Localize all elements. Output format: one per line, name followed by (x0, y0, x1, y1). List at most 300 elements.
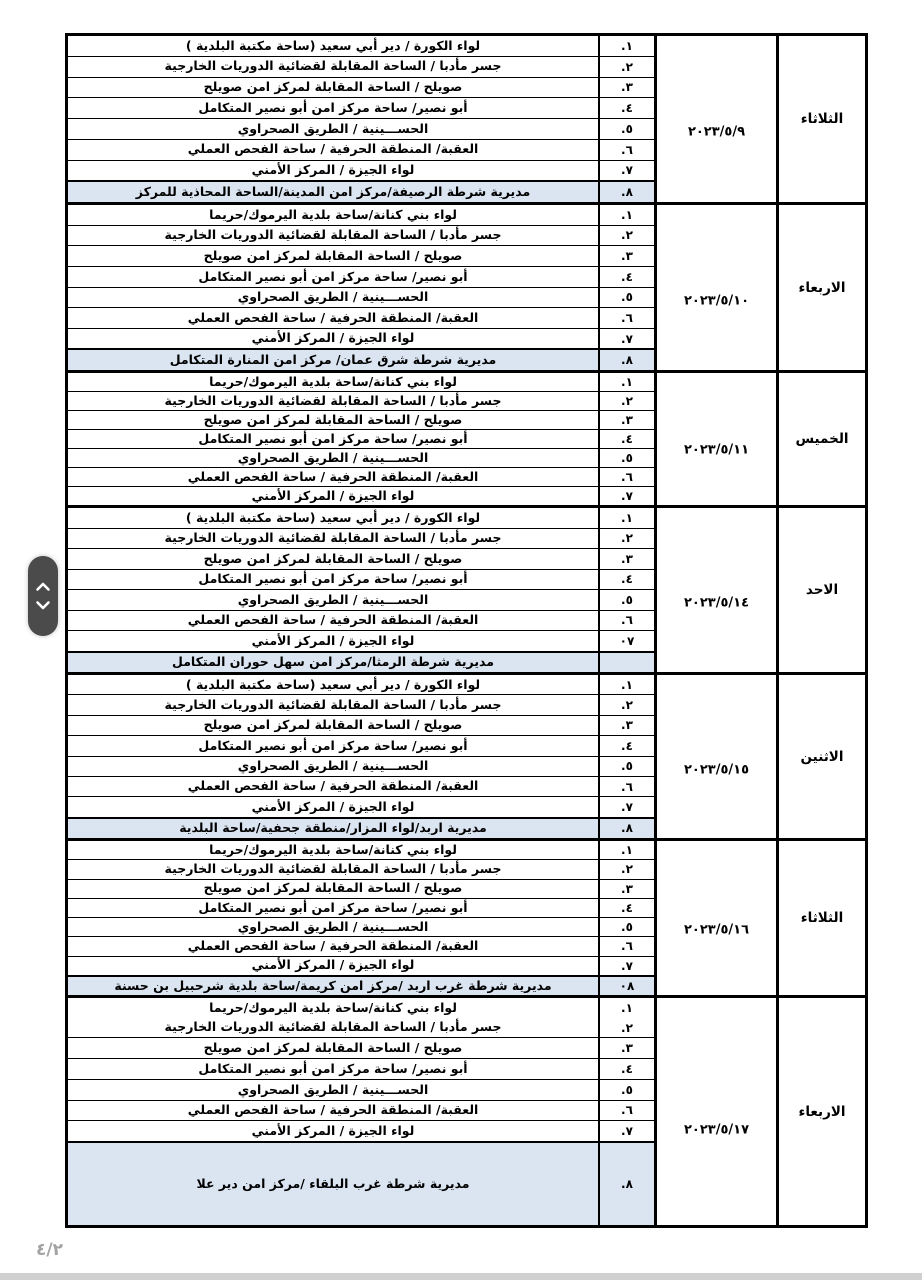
location-label: الحســـينية / الطريق الصحراوي (237, 449, 429, 465)
row-number: .٧ (621, 1124, 633, 1139)
location-cell (68, 392, 598, 410)
row-number: .١ (621, 510, 633, 525)
row-number-cell (598, 777, 654, 796)
row-number-cell (598, 695, 654, 714)
location-label: الحســـينية / الطريق الصحراوي (237, 1081, 429, 1097)
location-cell (68, 140, 598, 160)
schedule-row (68, 918, 654, 937)
row-number-cell (598, 98, 654, 118)
schedule-row (68, 36, 654, 57)
row-number-cell (598, 977, 654, 995)
location-label: لواء الجيزة / المركز الأمني (251, 798, 415, 814)
rows-area (68, 36, 654, 202)
row-number-cell (598, 797, 654, 816)
location-cell (68, 777, 598, 796)
location-label: لواء الكورة / دير أبي سعيد (ساحة مكتبة البلدية ) (185, 509, 481, 525)
row-number: .٣ (621, 718, 633, 733)
location-cell (68, 977, 598, 995)
location-cell (68, 161, 598, 181)
row-number: .٦ (621, 142, 633, 157)
date-label: ٢٠٢٣/٥/١٠ (683, 293, 750, 309)
location-label: الحســـينية / الطريق الصحراوي (237, 120, 429, 136)
row-number-cell (598, 205, 654, 225)
location-label: أبو نصير/ ساحة مركز امن أبو نصير المتكامل (198, 268, 468, 284)
row-number-cell (598, 1018, 654, 1038)
location-cell (68, 590, 598, 610)
location-label: لواء بني كنانة/ساحة بلدية اليرموك/حريما (209, 373, 457, 389)
location-cell (68, 288, 598, 308)
location-cell (68, 653, 598, 673)
location-label: الحســـينية / الطريق الصحراوي (237, 289, 429, 305)
highlight-row (68, 349, 654, 370)
schedule-row (68, 140, 654, 161)
row-number-cell (598, 757, 654, 776)
chevron-up-icon (35, 581, 51, 592)
rows-area (68, 205, 654, 370)
highlight-row (68, 818, 654, 838)
row-number: .٢ (621, 394, 633, 408)
row-number: .١ (621, 38, 633, 53)
row-number-cell (598, 880, 654, 898)
location-cell (68, 508, 598, 528)
row-number-cell (598, 1101, 654, 1121)
row-number-cell (598, 716, 654, 735)
location-cell (68, 246, 598, 266)
schedule-row (68, 1059, 654, 1080)
row-number: .٣ (621, 551, 633, 566)
date-label: ٢٠٢٣/٥/٩ (687, 124, 746, 140)
location-cell (68, 957, 598, 975)
location-cell (68, 631, 598, 651)
row-number: .٢ (621, 59, 633, 74)
schedule-row (68, 529, 654, 550)
row-number-cell (598, 246, 654, 266)
location-cell (68, 1080, 598, 1100)
schedule-row (68, 98, 654, 119)
row-number: .٥ (621, 451, 633, 465)
row-number: .٣ (621, 1041, 633, 1056)
location-label: صويلح / الساحة المقابلة لمركز امن صويلح (203, 247, 463, 263)
row-number: ٠٧ (619, 633, 635, 648)
location-cell (68, 918, 598, 936)
schedule-row (68, 487, 654, 505)
location-cell (68, 1101, 598, 1121)
schedule-row (68, 695, 654, 715)
row-number: .١ (621, 1000, 633, 1015)
location-label: لواء الكورة / دير أبي سعيد (ساحة مكتبة البلدية ) (185, 676, 481, 692)
location-cell (68, 205, 598, 225)
row-number: .١ (621, 677, 633, 692)
day-cell (776, 675, 865, 838)
row-number-cell (598, 308, 654, 328)
page-indicator: ٤/٢ (36, 1240, 63, 1260)
schedule-row (68, 716, 654, 736)
location-label: لواء الكورة / دير أبي سعيد (ساحة مكتبة البلدية ) (185, 37, 481, 53)
location-cell (68, 716, 598, 735)
location-label: لواء الجيزة / المركز الأمني (251, 632, 415, 648)
row-number-cell (598, 226, 654, 246)
row-number: .٢ (621, 698, 633, 713)
schedule-table (65, 33, 868, 1228)
location-cell (68, 695, 598, 714)
location-label: لواء بني كنانة/ساحة بلدية اليرموك/حريما (209, 841, 457, 857)
date-label: ٢٠٢٣/٥/١١ (683, 442, 750, 458)
location-label: العقبة/ المنطقة الحرفية / ساحة الفحص العملي (187, 468, 479, 484)
schedule-row (68, 308, 654, 329)
location-label: أبو نصير/ ساحة مركز امن أبو نصير المتكامل (198, 737, 468, 753)
date-label: ٢٠٢٣/٥/١٥ (683, 762, 750, 778)
day-label: الثلاثاء (800, 910, 844, 926)
location-label: أبو نصير/ ساحة مركز امن أبو نصير المتكامل (198, 571, 468, 587)
row-number-cell (598, 78, 654, 98)
schedule-row (68, 267, 654, 288)
date-label: ٢٠٢٣/٥/١٤ (683, 595, 750, 611)
row-number: .٦ (621, 470, 633, 484)
location-cell (68, 880, 598, 898)
location-label: العقبة/ المنطقة الحرفية / ساحة الفحص العملي (187, 612, 479, 628)
row-number-cell (598, 998, 654, 1018)
schedule-row (68, 880, 654, 899)
highlight-row (68, 652, 654, 673)
day-block (68, 205, 865, 373)
row-number-cell (598, 1143, 654, 1225)
rows-area (68, 675, 654, 838)
location-label: لواء بني كنانة/ساحة بلدية اليرموك/حريما (209, 999, 457, 1015)
location-label: العقبة/ المنطقة الحرفية / ساحة الفحص العملي (187, 938, 479, 954)
row-number-cell (598, 918, 654, 936)
row-number: .٨ (621, 353, 633, 368)
location-cell (68, 757, 598, 776)
chevron-down-icon (35, 600, 51, 611)
location-cell (68, 937, 598, 955)
row-number-cell (598, 36, 654, 56)
location-label: مديرية شرطة الرمثا/مركز امن سهل حوران المتكامل (172, 654, 494, 670)
row-number-cell (598, 350, 654, 370)
day-cell (776, 373, 865, 505)
highlight-row (68, 181, 654, 202)
row-number-cell (598, 508, 654, 528)
location-cell (68, 350, 598, 370)
schedule-row (68, 957, 654, 976)
schedule-row (68, 468, 654, 487)
location-label: صويلح / الساحة المقابلة لمركز امن صويلح (203, 717, 463, 733)
schedule-row (68, 899, 654, 918)
location-label: لواء الجيزة / المركز الأمني (251, 330, 415, 346)
row-number: .٤ (621, 1062, 633, 1077)
row-number-cell (598, 590, 654, 610)
schedule-row (68, 226, 654, 247)
location-label: لواء الجيزة / المركز الأمني (251, 162, 415, 178)
row-number: .٧ (621, 489, 633, 503)
row-number-cell (598, 449, 654, 467)
schedule-row (68, 570, 654, 591)
location-cell (68, 675, 598, 694)
row-number-cell (598, 267, 654, 287)
location-cell (68, 611, 598, 631)
location-cell (68, 1038, 598, 1058)
location-label: لواء الجيزة / المركز الأمني (251, 1122, 415, 1138)
row-number: .٥ (621, 592, 633, 607)
location-cell (68, 549, 598, 569)
row-number-cell (598, 570, 654, 590)
location-label: لواء الجيزة / المركز الأمني (251, 957, 415, 973)
location-cell (68, 1143, 598, 1225)
day-block (68, 373, 865, 508)
location-cell (68, 119, 598, 139)
date-label: ٢٠٢٣/٥/١٦ (683, 922, 750, 938)
schedule-row (68, 430, 654, 449)
location-cell (68, 797, 598, 816)
row-number: .٦ (621, 1103, 633, 1118)
location-label: مديرية اربد/لواء المزار/منطقة جحفية/ساحة البلدية (179, 820, 487, 836)
row-number-cell (598, 899, 654, 917)
schedule-row (68, 611, 654, 632)
row-number-cell (598, 487, 654, 505)
schedule-row (68, 1038, 654, 1059)
location-cell (68, 267, 598, 287)
location-label: جسر مأدبا / الساحة المقابلة لقضائية الدوريات الخارجية (164, 696, 502, 712)
location-cell (68, 411, 598, 429)
row-number-cell (598, 288, 654, 308)
location-label: جسر مأدبا / الساحة المقابلة لقضائية الدوريات الخارجية (164, 861, 502, 877)
schedule-row (68, 246, 654, 267)
schedule-row (68, 590, 654, 611)
day-label: الاربعاء (798, 1103, 846, 1120)
row-number: .٧ (621, 163, 633, 178)
row-number-cell (598, 182, 654, 202)
row-number: .٧ (621, 958, 633, 973)
row-number-cell (598, 392, 654, 410)
schedule-row (68, 57, 654, 78)
row-number-cell (598, 675, 654, 694)
row-number-cell (598, 57, 654, 77)
row-number-cell (598, 841, 654, 859)
rows-area (68, 841, 654, 995)
schedule-row (68, 449, 654, 468)
rows-area (68, 373, 654, 505)
row-number: .٦ (621, 779, 633, 794)
schedule-row (68, 777, 654, 797)
schedule-row (68, 508, 654, 529)
row-number: .٤ (621, 900, 633, 915)
location-label: أبو نصير/ ساحة مركز امن أبو نصير المتكامل (198, 99, 468, 115)
schedule-row (68, 161, 654, 182)
location-label: أبو نصير/ ساحة مركز امن أبو نصير المتكامل (198, 899, 468, 915)
row-number-cell (598, 957, 654, 975)
row-number: .٨ (621, 821, 633, 836)
page-bottom-edge (0, 1273, 922, 1280)
schedule-row (68, 1121, 654, 1142)
row-number-cell (598, 1059, 654, 1079)
location-cell (68, 860, 598, 878)
row-number: .٥ (621, 759, 633, 774)
schedule-row (68, 549, 654, 570)
schedule-row (68, 392, 654, 411)
row-number: .٦ (621, 310, 633, 325)
row-number: .٤ (621, 572, 633, 587)
day-block (68, 508, 865, 675)
date-cell (654, 508, 776, 672)
location-label: العقبة/ المنطقة الحرفية / ساحة الفحص العملي (187, 309, 479, 325)
location-label: الحســـينية / الطريق الصحراوي (237, 591, 429, 607)
schedule-row (68, 1018, 654, 1039)
schedule-row (68, 937, 654, 956)
row-number: .٥ (621, 1082, 633, 1097)
schedule-row (68, 860, 654, 879)
scroll-up-button[interactable] (33, 579, 53, 594)
location-label: جسر مأدبا / الساحة المقابلة لقضائية الدوريات الخارجية (164, 530, 502, 546)
row-number-cell (598, 430, 654, 448)
row-number-cell (598, 653, 654, 673)
schedule-row (68, 675, 654, 695)
row-number: .٢ (621, 228, 633, 243)
location-cell (68, 449, 598, 467)
row-number: .١ (621, 843, 633, 858)
location-label: صويلح / الساحة المقابلة لمركز امن صويلح (203, 550, 463, 566)
schedule-row (68, 757, 654, 777)
day-block (68, 675, 865, 841)
row-number: .١ (621, 375, 633, 389)
location-label: العقبة/ المنطقة الحرفية / ساحة الفحص العملي (187, 1102, 479, 1118)
location-cell (68, 529, 598, 549)
location-label: أبو نصير/ ساحة مركز امن أبو نصير المتكامل (198, 1060, 468, 1076)
location-label: العقبة/ المنطقة الحرفية / ساحة الفحص العملي (187, 778, 479, 794)
schedule-row (68, 631, 654, 652)
row-number: .٧ (621, 799, 633, 814)
day-cell (776, 205, 865, 370)
schedule-row (68, 205, 654, 226)
location-cell (68, 468, 598, 486)
row-number: .٤ (621, 432, 633, 446)
location-label: جسر مأدبا / الساحة المقابلة لقضائية الدوريات الخارجية (164, 58, 502, 74)
day-block (68, 998, 865, 1225)
row-number-cell (598, 1038, 654, 1058)
day-block (68, 36, 865, 205)
location-label: جسر مأدبا / الساحة المقابلة لقضائية الدوريات الخارجية (164, 392, 502, 408)
row-number-cell (598, 411, 654, 429)
location-cell (68, 36, 598, 56)
location-cell (68, 1059, 598, 1079)
schedule-row (68, 797, 654, 817)
row-number-cell (598, 631, 654, 651)
date-cell (654, 205, 776, 370)
location-label: جسر مأدبا / الساحة المقابلة لقضائية الدوريات الخارجية (164, 227, 502, 243)
row-number: ٠٨ (619, 978, 635, 993)
schedule-row (68, 78, 654, 99)
location-label: صويلح / الساحة المقابلة لمركز امن صويلح (203, 880, 463, 896)
location-cell (68, 570, 598, 590)
location-label: لواء بني كنانة/ساحة بلدية اليرموك/حريما (209, 206, 457, 222)
location-cell (68, 329, 598, 349)
row-number: .٢ (621, 1020, 633, 1035)
row-number-cell (598, 611, 654, 631)
location-label: الحســـينية / الطريق الصحراوي (237, 758, 429, 773)
location-cell (68, 998, 598, 1018)
schedule-row (68, 329, 654, 350)
location-cell (68, 308, 598, 328)
row-number-cell (598, 860, 654, 878)
location-cell (68, 57, 598, 77)
location-cell (68, 1121, 598, 1141)
row-number: .٦ (621, 613, 633, 628)
row-number: .٤ (621, 738, 633, 753)
location-cell (68, 430, 598, 448)
row-number-cell (598, 119, 654, 139)
location-cell (68, 819, 598, 838)
row-number: .٦ (621, 939, 633, 954)
schedule-row (68, 119, 654, 140)
rows-area (68, 508, 654, 672)
row-number: .٣ (621, 413, 633, 427)
scroll-control (28, 556, 58, 636)
row-number: .٨ (621, 1177, 633, 1192)
row-number-cell (598, 1080, 654, 1100)
date-cell (654, 373, 776, 505)
day-cell (776, 998, 865, 1225)
location-label: مديرية شرطة شرق عمان/ مركز امن المنارة المتكامل (169, 352, 497, 367)
location-label: مديرية شرطة الرصيفة/مركز امن المدينة/الساحة المحاذية للمركز (135, 183, 531, 199)
row-number-cell (598, 161, 654, 181)
date-cell (654, 36, 776, 202)
row-number: .٥ (621, 920, 633, 935)
row-number-cell (598, 937, 654, 955)
location-label: الحســـينية / الطريق الصحراوي (237, 918, 429, 934)
location-cell (68, 98, 598, 118)
location-cell (68, 736, 598, 755)
row-number-cell (598, 329, 654, 349)
date-cell (654, 998, 776, 1225)
schedule-row (68, 1101, 654, 1122)
location-label: صويلح / الساحة المقابلة لمركز امن صويلح (203, 79, 463, 95)
row-number-cell (598, 468, 654, 486)
day-label: الاربعاء (798, 279, 846, 296)
location-cell (68, 487, 598, 505)
row-number: .٢ (621, 531, 633, 546)
date-cell (654, 841, 776, 995)
scroll-down-button[interactable] (33, 598, 53, 613)
location-cell (68, 1018, 598, 1038)
row-number: .٣ (621, 881, 633, 896)
location-label: صويلح / الساحة المقابلة لمركز امن صويلح (203, 411, 463, 427)
day-label: الخميس (795, 431, 849, 447)
date-label: ٢٠٢٣/٥/١٧ (683, 1122, 750, 1138)
location-cell (68, 182, 598, 202)
location-label: جسر مأدبا / الساحة المقابلة لقضائية الدوريات الخارجية (164, 1019, 502, 1035)
location-cell (68, 899, 598, 917)
schedule-row (68, 998, 654, 1018)
highlight-row (68, 976, 654, 995)
day-label: الاحد (805, 582, 839, 598)
date-cell (654, 675, 776, 838)
row-number: .٥ (621, 121, 633, 136)
location-label: العقبة/ المنطقة الحرفية / ساحة الفحص العملي (187, 141, 479, 157)
day-block (68, 841, 865, 998)
location-cell (68, 226, 598, 246)
row-number-cell (598, 373, 654, 391)
row-number-cell (598, 549, 654, 569)
row-number-cell (598, 529, 654, 549)
row-number-cell (598, 140, 654, 160)
schedule-row (68, 373, 654, 392)
day-label: الاثنين (800, 748, 844, 765)
row-number: .٥ (621, 290, 633, 305)
location-cell (68, 78, 598, 98)
schedule-row (68, 841, 654, 860)
row-number: .٤ (621, 101, 633, 116)
row-number: .٨ (621, 185, 633, 200)
location-cell (68, 373, 598, 391)
row-number-cell (598, 1121, 654, 1141)
